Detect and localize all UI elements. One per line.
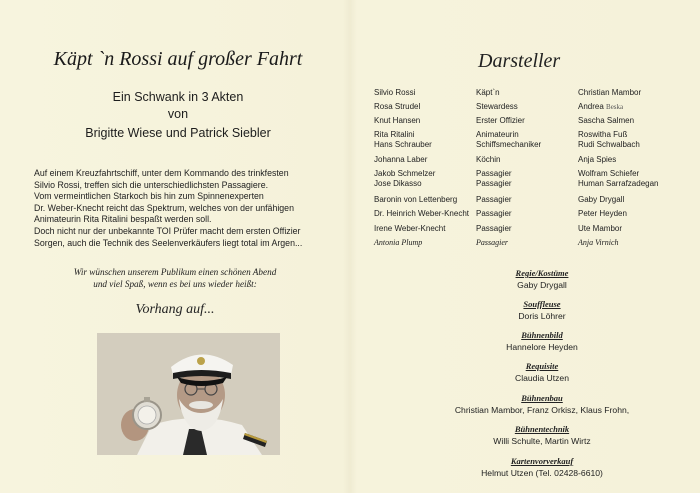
audience-wish [30, 266, 320, 290]
crew-heading: Requisite [525, 361, 559, 371]
actor-name: Andrea [578, 102, 604, 111]
character-name: Antonia Plump [374, 238, 423, 247]
actor-name-cell [578, 102, 693, 112]
character-name: Johanna Laber [374, 155, 428, 164]
left-panel [0, 0, 345, 493]
character-name: Irene Weber-Knecht [374, 224, 446, 233]
wish-line: und viel Spaß, wenn es bei uns wieder heißt: [93, 279, 257, 289]
crew-heading: Bühnenbild [521, 330, 563, 340]
crew-heading: Regie/Kostüme [515, 268, 569, 278]
synopsis-line: Auf einem Kreuzfahrtschiff, unter dem Kommando des trinkfesten [34, 168, 289, 178]
actor-name: Rudi Schwalbach [578, 140, 640, 149]
synopsis-line: Sorgen, auch die Technik des Seelenverkäufers liegt total im Argen... [34, 237, 303, 248]
character-role: Käpt`n [476, 88, 500, 97]
synopsis-line: Vom vermeintlichen Starkoch bis hin zum Spinnenexperten [34, 191, 264, 202]
character-role: Passagier [476, 238, 508, 247]
character-role: Passagier [476, 195, 512, 204]
cast-title: Darsteller [478, 50, 561, 72]
actor-name: Roswitha Fuß [578, 130, 628, 139]
actor-name: Human Sarrafzadegan [578, 179, 659, 188]
actor-name-extra: Beska [606, 103, 624, 111]
character-role: Passagier [476, 179, 512, 188]
authors: Brigitte Wiese und Patrick Siebler [85, 126, 271, 140]
actor-name: Ute Mambor [578, 224, 623, 233]
character-name: Rita Ritalini [374, 130, 415, 139]
character-role: Animateurin [476, 130, 519, 139]
crew-block [412, 424, 672, 446]
character-role: Erster Offizier [476, 116, 525, 125]
synopsis-line: Doch nicht nur der unbekannte TOI Prüfer macht dem ersten Offizier [34, 225, 301, 236]
subtitle-genre: Ein Schwank in 3 Akten [112, 90, 244, 104]
captain-photo [97, 333, 280, 455]
character-name: Baronin von Lettenberg [374, 195, 458, 204]
crew-value: Willi Schulte, Martin Wirtz [493, 436, 591, 446]
actor-name-cell [578, 169, 693, 189]
crew-block [412, 268, 672, 290]
crew-block [412, 456, 672, 478]
crew-value: Gaby Drygall [517, 280, 567, 290]
character-name: Jakob Schmelzer [374, 169, 436, 178]
synopsis-line: Dr. Weber-Knecht reicht das Spektrum, welches von der unfähigen [34, 202, 294, 213]
synopsis-line: Animateurin Rita Ritalini bespaßt werden soll. [34, 214, 212, 225]
actor-name: Sascha Salmen [578, 116, 635, 125]
character-name: Rosa Strudel [374, 102, 421, 111]
character-role-cell [476, 130, 576, 150]
synopsis-line: Silvio Rossi, treffen sich die unterschiedlichsten Passagiere. [34, 179, 269, 190]
crew-value: Helmut Utzen (Tel. 02428-6610) [481, 468, 603, 478]
curtain-line: Vorhang auf... [135, 302, 215, 317]
character-name-cell [374, 169, 484, 189]
actor-name-cell [578, 130, 693, 150]
crew-heading: Bühnentechnik [514, 424, 570, 434]
character-name: Silvio Rossi [374, 88, 416, 97]
synopsis [34, 168, 334, 249]
character-role: Schiffsmechaniker [476, 140, 542, 149]
crew-value: Christian Mambor, Franz Orkisz, Klaus Frohn, [454, 405, 630, 415]
crew-value: Claudia Utzen [515, 373, 569, 383]
actor-name: Wolfram Schiefer [578, 169, 640, 178]
character-role-cell [476, 169, 576, 189]
captain-photo-illustration [97, 333, 280, 455]
character-name-cell [374, 130, 484, 150]
character-role: Passagier [476, 209, 512, 218]
crew-block [412, 330, 672, 352]
play-title: Käpt `n Rossi auf großer Fahrt [53, 48, 303, 70]
crew-block [392, 393, 692, 415]
character-role: Passagier [476, 169, 512, 178]
actor-name: Christian Mambor [578, 88, 642, 97]
character-name: Hans Schrauber [374, 140, 432, 149]
crew-value: Hannelore Heyden [506, 342, 578, 352]
character-name: Jose Dikasso [374, 179, 422, 188]
actor-name: Anja Spies [578, 155, 617, 164]
crew-heading: Kartenvorverkauf [510, 456, 574, 466]
subtitle-von: von [167, 107, 189, 121]
character-name: Knut Hansen [374, 116, 421, 125]
actor-name: Peter Heyden [578, 209, 627, 218]
wish-line: Wir wünschen unserem Publikum einen schönen Abend [73, 267, 277, 277]
crew-heading: Bühnenbau [521, 393, 563, 403]
character-role: Passagier [476, 224, 512, 233]
actor-name: Anja Virnich [578, 238, 619, 247]
character-name: Dr. Heinrich Weber-Knecht [374, 209, 469, 218]
character-role: Köchin [476, 155, 501, 164]
crew-heading: Souffleuse [523, 299, 561, 309]
crew-block [412, 361, 672, 383]
crew-block [412, 299, 672, 321]
character-role: Stewardess [476, 102, 518, 111]
right-panel [352, 0, 700, 493]
actor-name: Gaby Drygall [578, 195, 625, 204]
crew-value: Doris Löhrer [518, 311, 566, 321]
